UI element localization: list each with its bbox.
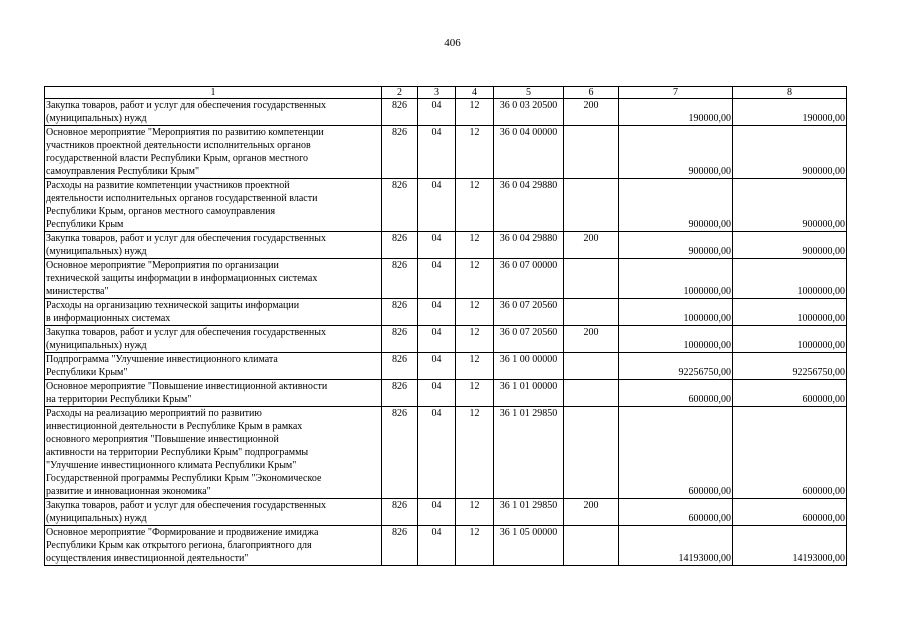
row-ministry-code: 826 — [382, 326, 418, 353]
row-amount-col-8: 900000,00 — [733, 126, 847, 179]
row-amount-col-7: 900000,00 — [619, 179, 733, 232]
row-section-code: 04 — [418, 353, 456, 380]
row-ministry-code: 826 — [382, 526, 418, 566]
row-target-article: 36 1 01 00000 — [494, 380, 564, 407]
page-number: 406 — [444, 37, 461, 49]
row-amount-col-8: 1000000,00 — [733, 259, 847, 299]
table-row — [45, 259, 847, 299]
header-col-6: 6 — [564, 87, 619, 99]
row-amount-col-7: 1000000,00 — [619, 299, 733, 326]
row-subsection-code: 12 — [456, 499, 494, 526]
row-section-code: 04 — [418, 259, 456, 299]
row-ministry-code: 826 — [382, 499, 418, 526]
header-col-2: 2 — [382, 87, 418, 99]
row-target-article: 36 1 01 29850 — [494, 499, 564, 526]
header-row — [45, 87, 847, 99]
row-target-article: 36 0 03 20500 — [494, 99, 564, 126]
row-expense-type — [564, 526, 619, 566]
row-amount-col-7: 92256750,00 — [619, 353, 733, 380]
row-description: Закупка товаров, работ и услуг для обеспечения государственных (муниципальных) нужд — [45, 99, 382, 126]
table-row — [45, 499, 847, 526]
row-subsection-code: 12 — [456, 99, 494, 126]
row-subsection-code: 12 — [456, 380, 494, 407]
row-subsection-code: 12 — [456, 526, 494, 566]
row-target-article: 36 1 05 00000 — [494, 526, 564, 566]
row-description: Подпрограмма "Улучшение инвестиционного климата Республики Крым" — [45, 353, 382, 380]
row-expense-type: 200 — [564, 326, 619, 353]
table-row — [45, 353, 847, 380]
row-section-code: 04 — [418, 499, 456, 526]
row-amount-col-8: 900000,00 — [733, 232, 847, 259]
row-expense-type: 200 — [564, 232, 619, 259]
row-amount-col-7: 14193000,00 — [619, 526, 733, 566]
row-amount-col-8: 900000,00 — [733, 179, 847, 232]
header-col-1: 1 — [45, 87, 382, 99]
row-section-code: 04 — [418, 299, 456, 326]
row-target-article: 36 0 04 29880 — [494, 232, 564, 259]
row-amount-col-8: 14193000,00 — [733, 526, 847, 566]
row-expense-type — [564, 126, 619, 179]
budget-table — [44, 86, 847, 566]
row-description: Расходы на реализацию мероприятий по развитию инвестиционной деятельности в Республике Крым в рамках основного мероприятия "Повышение инвестиционной активности на территории Республики Крым" подпрограммы "Улучшение инвестиционного климата Республики Крым" Государственной программы Республики Крым "Экономическое развитие и инновационная экономика" — [45, 407, 382, 499]
row-expense-type: 200 — [564, 499, 619, 526]
row-description: Основное мероприятие "Повышение инвестиционной активности на территории Республики Крым" — [45, 380, 382, 407]
table-header — [45, 87, 847, 99]
row-subsection-code: 12 — [456, 179, 494, 232]
row-amount-col-8: 600000,00 — [733, 499, 847, 526]
row-amount-col-7: 190000,00 — [619, 99, 733, 126]
row-expense-type — [564, 179, 619, 232]
row-target-article: 36 0 04 00000 — [494, 126, 564, 179]
row-amount-col-8: 1000000,00 — [733, 326, 847, 353]
row-amount-col-8: 600000,00 — [733, 407, 847, 499]
row-section-code: 04 — [418, 526, 456, 566]
table-row — [45, 407, 847, 499]
row-expense-type — [564, 380, 619, 407]
table-row — [45, 99, 847, 126]
row-section-code: 04 — [418, 326, 456, 353]
row-description: Закупка товаров, работ и услуг для обеспечения государственных (муниципальных) нужд — [45, 499, 382, 526]
table-body — [45, 99, 847, 566]
row-amount-col-8: 92256750,00 — [733, 353, 847, 380]
row-ministry-code: 826 — [382, 99, 418, 126]
row-target-article: 36 1 00 00000 — [494, 353, 564, 380]
row-section-code: 04 — [418, 232, 456, 259]
table-row — [45, 232, 847, 259]
table-row — [45, 326, 847, 353]
table-row — [45, 126, 847, 179]
row-description: Закупка товаров, работ и услуг для обеспечения государственных (муниципальных) нужд — [45, 232, 382, 259]
header-col-7: 7 — [619, 87, 733, 99]
row-ministry-code: 826 — [382, 259, 418, 299]
row-amount-col-8: 190000,00 — [733, 99, 847, 126]
row-expense-type: 200 — [564, 99, 619, 126]
row-description: Закупка товаров, работ и услуг для обеспечения государственных (муниципальных) нужд — [45, 326, 382, 353]
row-amount-col-7: 900000,00 — [619, 232, 733, 259]
header-col-8: 8 — [733, 87, 847, 99]
row-section-code: 04 — [418, 179, 456, 232]
row-description: Основное мероприятие "Мероприятия по организации технической защиты информации в информационных системах министерства" — [45, 259, 382, 299]
row-amount-col-7: 1000000,00 — [619, 326, 733, 353]
table-row — [45, 179, 847, 232]
row-amount-col-8: 600000,00 — [733, 380, 847, 407]
row-section-code: 04 — [418, 407, 456, 499]
row-subsection-code: 12 — [456, 259, 494, 299]
row-ministry-code: 826 — [382, 407, 418, 499]
row-description: Основное мероприятие "Мероприятия по развитию компетенции участников проектной деятельности исполнительных органов государственной власти Республики Крым, органов местного самоуправления Республики Крым" — [45, 126, 382, 179]
row-ministry-code: 826 — [382, 380, 418, 407]
row-amount-col-7: 600000,00 — [619, 499, 733, 526]
table-row — [45, 299, 847, 326]
row-expense-type — [564, 259, 619, 299]
row-subsection-code: 12 — [456, 232, 494, 259]
row-subsection-code: 12 — [456, 407, 494, 499]
row-section-code: 04 — [418, 380, 456, 407]
row-subsection-code: 12 — [456, 353, 494, 380]
row-ministry-code: 826 — [382, 126, 418, 179]
row-amount-col-8: 1000000,00 — [733, 299, 847, 326]
row-ministry-code: 826 — [382, 299, 418, 326]
header-col-5: 5 — [494, 87, 564, 99]
row-subsection-code: 12 — [456, 299, 494, 326]
row-ministry-code: 826 — [382, 232, 418, 259]
table-row — [45, 526, 847, 566]
row-target-article: 36 0 07 20560 — [494, 326, 564, 353]
row-target-article: 36 0 07 20560 — [494, 299, 564, 326]
row-target-article: 36 1 01 29850 — [494, 407, 564, 499]
row-expense-type — [564, 299, 619, 326]
row-amount-col-7: 600000,00 — [619, 407, 733, 499]
header-col-4: 4 — [456, 87, 494, 99]
row-description: Расходы на развитие компетенции участников проектной деятельности исполнительных органов государственной власти Республики Крым, органов местного самоуправления Республики Крым — [45, 179, 382, 232]
table-row — [45, 380, 847, 407]
row-amount-col-7: 900000,00 — [619, 126, 733, 179]
row-target-article: 36 0 07 00000 — [494, 259, 564, 299]
row-section-code: 04 — [418, 126, 456, 179]
row-amount-col-7: 600000,00 — [619, 380, 733, 407]
row-description: Основное мероприятие "Формирование и продвижение имиджа Республики Крым как открытого региона, благоприятного для осуществления инвестиционной деятельности" — [45, 526, 382, 566]
row-subsection-code: 12 — [456, 126, 494, 179]
row-expense-type — [564, 353, 619, 380]
row-subsection-code: 12 — [456, 326, 494, 353]
row-description: Расходы на организацию технической защиты информации в информационных системах — [45, 299, 382, 326]
row-ministry-code: 826 — [382, 179, 418, 232]
row-amount-col-7: 1000000,00 — [619, 259, 733, 299]
row-target-article: 36 0 04 29880 — [494, 179, 564, 232]
header-col-3: 3 — [418, 87, 456, 99]
row-expense-type — [564, 407, 619, 499]
row-section-code: 04 — [418, 99, 456, 126]
row-ministry-code: 826 — [382, 353, 418, 380]
